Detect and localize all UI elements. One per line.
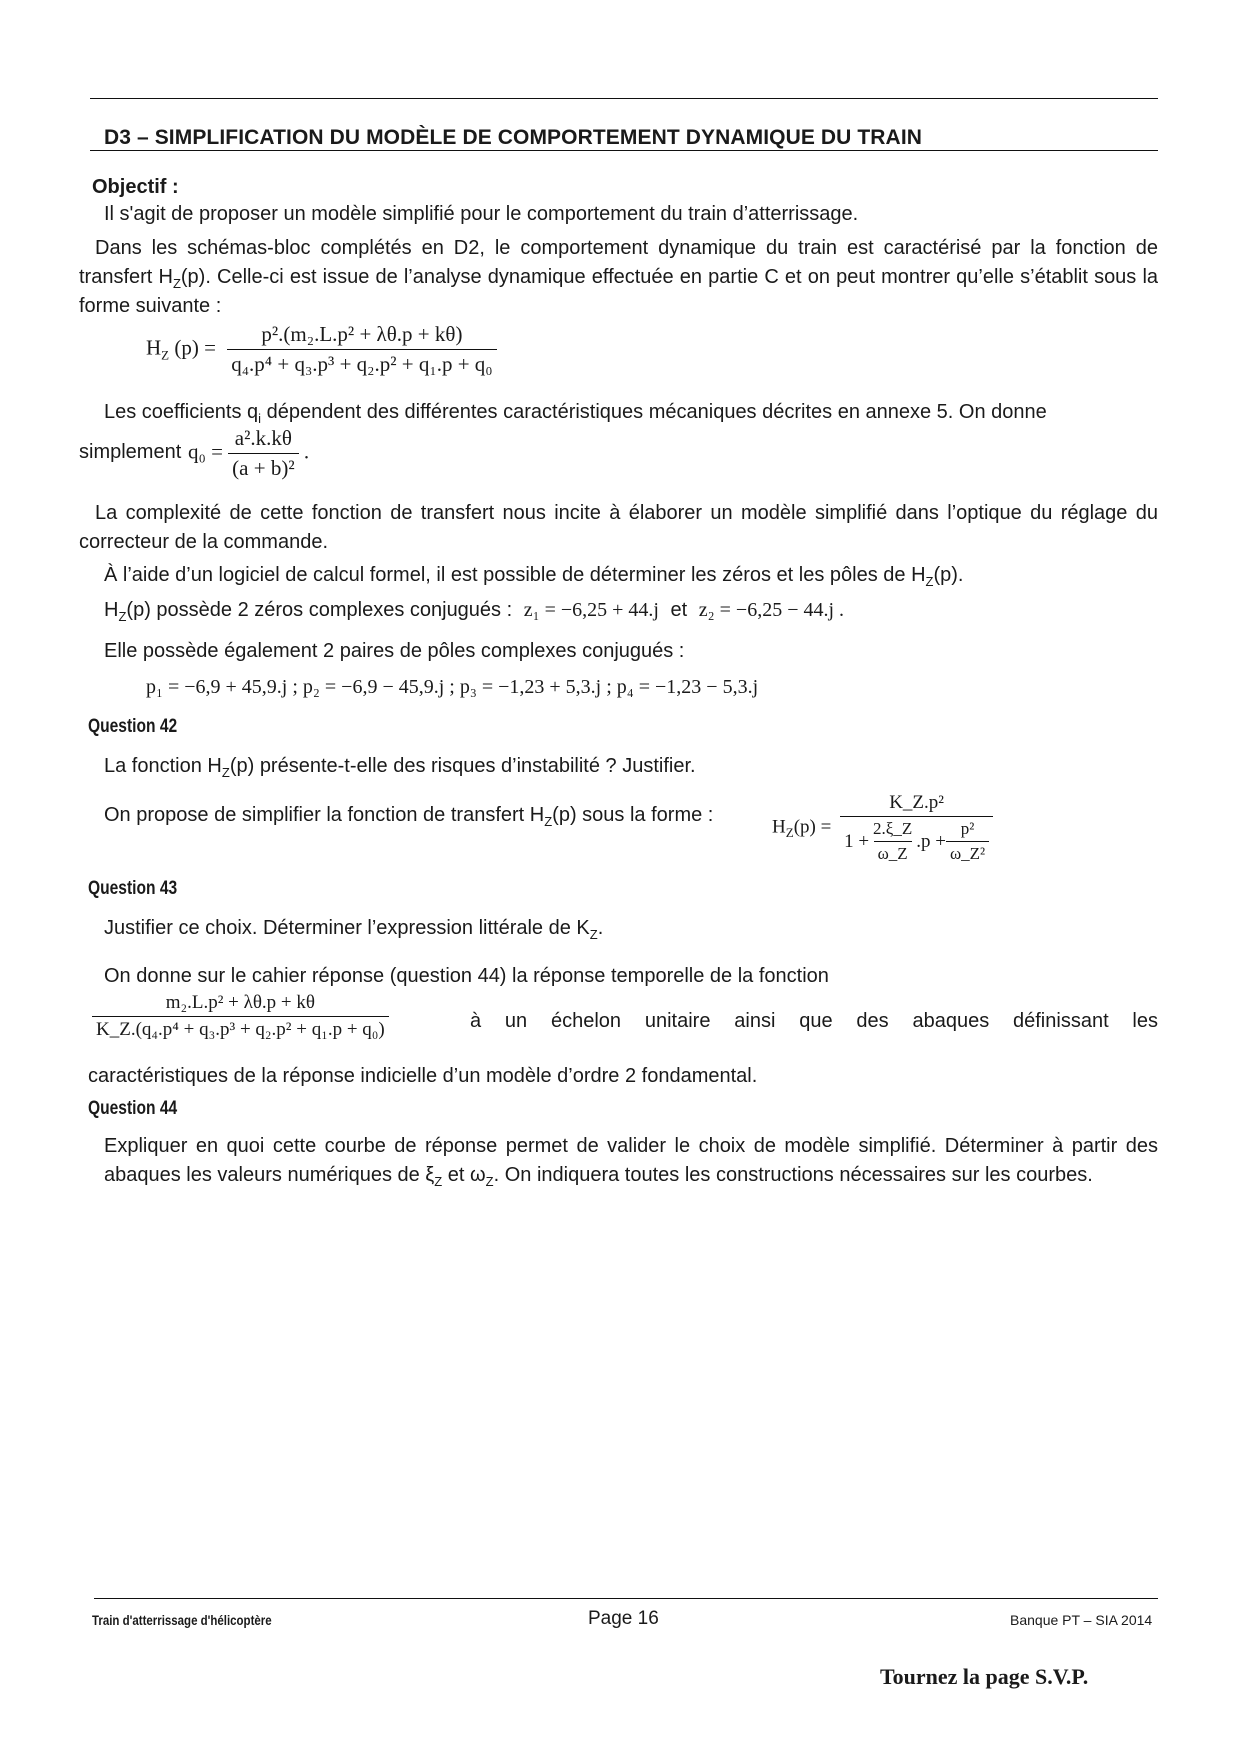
question-42-heading: Question 42	[88, 716, 178, 737]
hz-formula: $H_Z$ (p) = $\frac{\text{p².(m₂.L.p² + λθ.p + kθ)}}{\text{q₄.p⁴ + q₃.p³ + q₂.p² + q₁.p + q₀}}$	[146, 322, 497, 377]
question-44-text: Expliquer en quoi cette courbe de réponse permet de valider le choix de modèle simplifié. Déterminer à partir des abaques les valeurs numériques de $\xi_Z$ et $\omega_Z$. On indiquera toutes les constructions nécessaires sur les courbes.	[104, 1135, 1158, 1189]
donne-text: On donne sur le cahier réponse (question 44) la réponse temporelle de la fonction	[104, 965, 829, 987]
footer-page-number: Page 16	[588, 1608, 659, 1629]
objectif-label: Objectif :	[92, 176, 179, 198]
footer-document-title: Train d'atterrissage d'hélicoptère	[92, 1612, 272, 1628]
zeros-line: $H_Z(p)$ possède 2 zéros complexes conjugués : z₁ = −6,25 + 44.j et z₂ = −6,25 − 44.j .	[104, 599, 845, 624]
q0-formula: q₀ = $\frac{\text{a².k.kθ}}{\text{(a + b)²}}$ .	[188, 426, 310, 480]
logiciel-paragraph: À l’aide d’un logiciel de calcul formel, il est possible de déterminer les zéros et les pôles de $H_Z(p)$.	[104, 564, 964, 589]
footer-rule	[94, 1598, 1158, 1599]
question-43-text: Justifier ce choix. Déterminer l’expression littérale de $K_Z$.	[104, 917, 604, 942]
q0-numerator: a².k.kθ	[234, 426, 292, 450]
section-title: D3 – SIMPLIFICATION DU MODÈLE DE COMPORTEMENT DYNAMIQUE DU TRAIN	[104, 126, 923, 149]
poles-formula: p₁ = −6,9 + 45,9.j ; p₂ = −6,9 − 45,9.j ; p₃ = −1,23 + 5,3.j ; p₄ = −1,23 − 5,3.j	[146, 676, 759, 698]
hz-numerator: p².(m₂.L.p² + λθ.p + kθ)	[261, 322, 463, 346]
question-44-heading: Question 44	[88, 1098, 178, 1119]
question-43-heading: Question 43	[88, 878, 178, 899]
echelon-text: à un échelon unitaire ainsi que des abaques définissant les	[470, 1010, 1158, 1032]
complexite-paragraph: La complexité de cette fonction de transfert nous incite à élaborer un modèle simplifié dans l’optique du réglage du correcteur de la commande.	[79, 502, 1158, 553]
simplement-text: simplement	[79, 441, 182, 463]
simplified-hz-formula: $H_Z(p)$ = K_Z.p² 1 + $\frac{2.\xi\_Z}{\omega\_Z}$ .p + $\frac{\text{p²}}{\text{ω\_Z²}}$	[772, 792, 993, 864]
turn-page-note: Tournez la page S.V.P.	[880, 1664, 1089, 1689]
footer-exam-name: Banque PT – SIA 2014	[1010, 1612, 1153, 1628]
q0-denominator: (a + b)²	[228, 453, 298, 481]
propose-text: On propose de simplifier la fonction de transfert $H_Z(p)$ sous la forme :	[104, 804, 714, 829]
coefficients-paragraph: Les coefficients $q_i$ dépendent des différentes caractéristiques mécaniques décrites en annexe 5. On donne	[104, 401, 1047, 426]
caracteristiques-text: caractéristiques de la réponse indicielle d’un modèle d’ordre 2 fondamental.	[88, 1065, 758, 1087]
simplified-numerator: K_Z.p²	[889, 792, 944, 813]
poles-intro: Elle possède également 2 paires de pôles complexes conjugués :	[104, 640, 685, 662]
intro-paragraph: Dans les schémas-bloc complétés en D2, le comportement dynamique du train est caractérisé par la fonction de transfert $H_Z(p)$. Celle-ci est issue de l’analyse dynamique effectuée en partie C et on peut montrer qu’elle s’établit sous la forme suivante :	[79, 237, 1159, 317]
question-42-text: La fonction $H_Z(p)$ présente-t-elle des risques d’instabilité ? Justifier.	[104, 755, 696, 780]
z1-value: z₁ = −6,25 + 44.j	[523, 599, 659, 621]
response-numerator: m₂.L.p² + λθ.p + kθ	[165, 992, 316, 1013]
header-top-rule	[90, 98, 1158, 99]
z2-value: z₂ = −6,25 − 44.j .	[698, 599, 845, 621]
response-denominator: K_Z.(q₄.p⁴ + q₃.p³ + q₂.p² + q₁.p + q₀)	[92, 1016, 389, 1041]
response-function-formula	[92, 992, 389, 1041]
simplified-denominator: 1 + $\frac{2.\xi\_Z}{\omega\_Z}$ .p + $\frac{\text{p²}}{\text{ω\_Z²}}$	[840, 816, 993, 864]
header-bottom-rule	[90, 150, 1158, 151]
objectif-text: Il s'agit de proposer un modèle simplifié pour le comportement du train d’atterrissage.	[104, 203, 859, 225]
hz-denominator: q₄.p⁴ + q₃.p³ + q₂.p² + q₁.p + q₀	[227, 349, 496, 377]
